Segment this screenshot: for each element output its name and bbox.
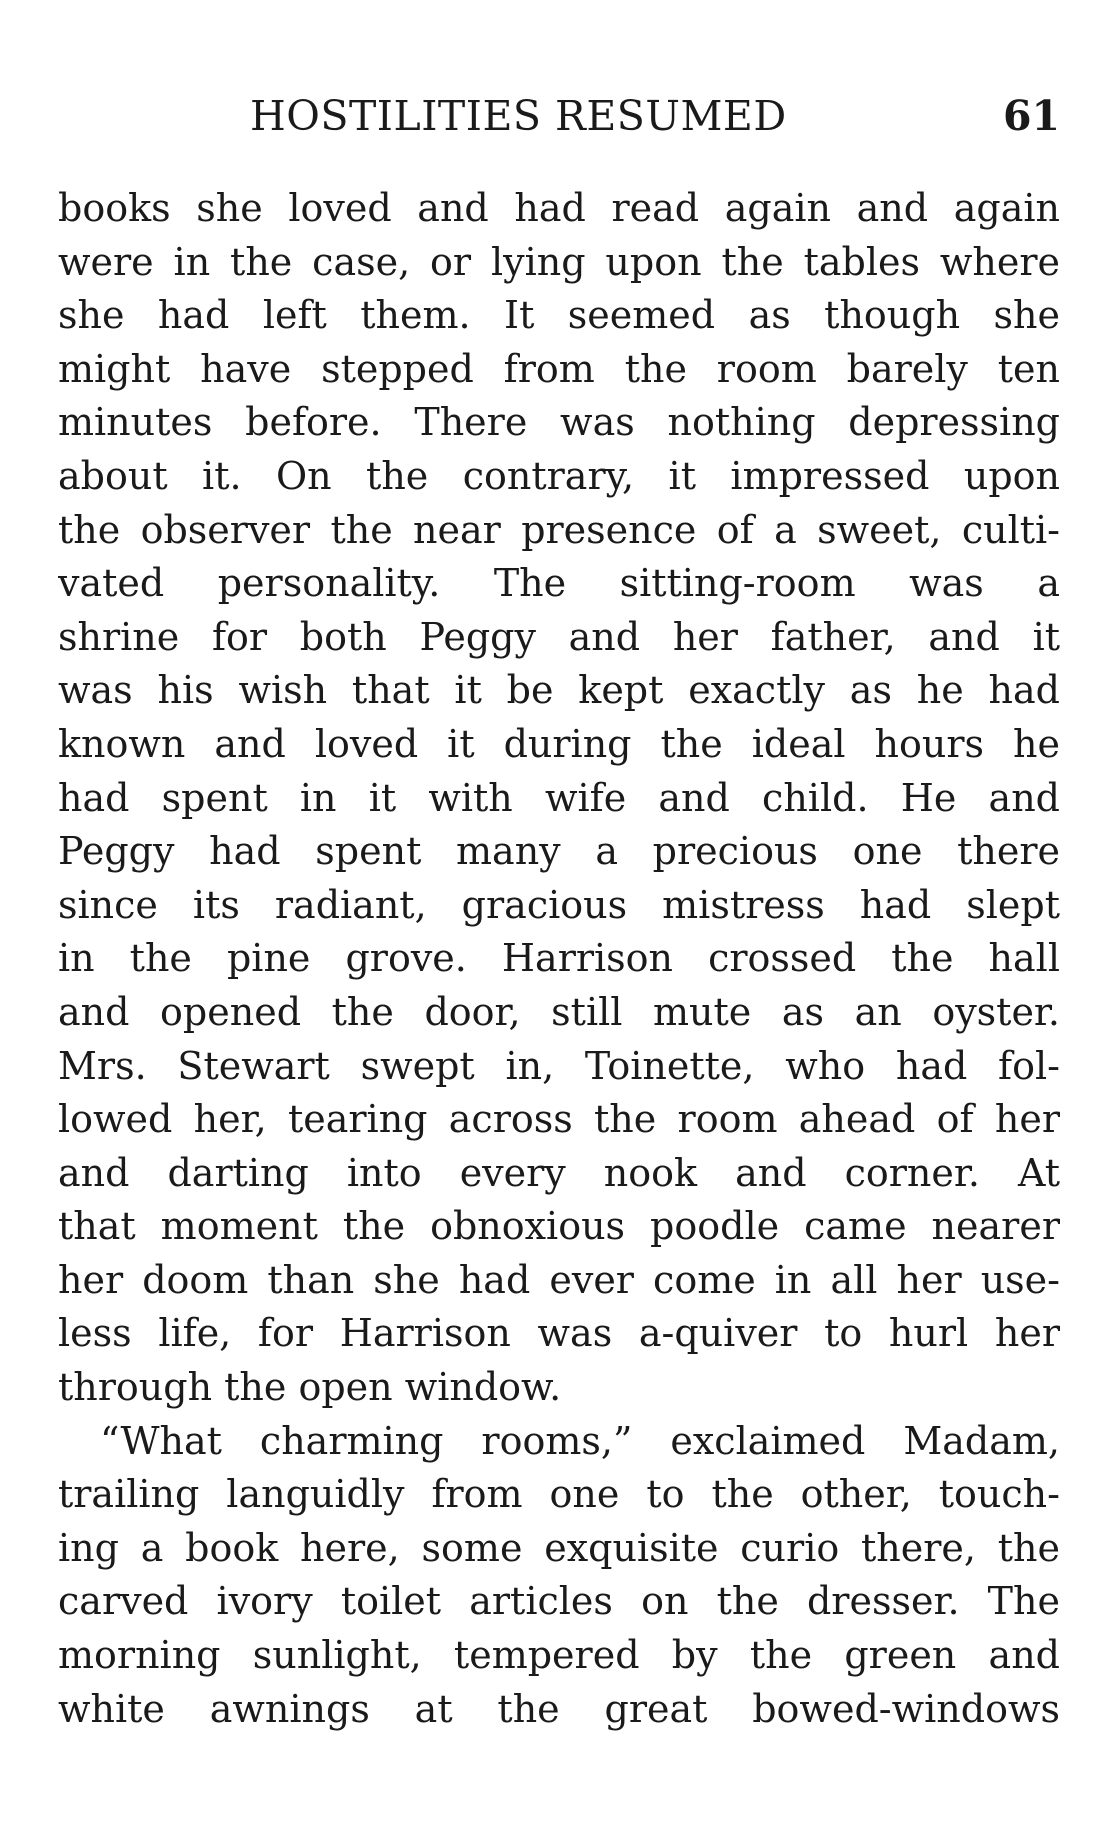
- text-line: lowed her, tearing across the room ahead of her: [58, 1097, 1060, 1142]
- text-line: Mrs. Stewart swept in, Toinette, who had fol-: [58, 1043, 1060, 1088]
- body-text: [58, 182, 1060, 1736]
- text-line: and opened the door, still mute as an oyster.: [58, 989, 1060, 1034]
- running-title: HOSTILITIES RESUMED: [250, 92, 787, 140]
- page-number: 61: [1002, 92, 1060, 140]
- text-line: she had left them. It seemed as though she: [58, 293, 1060, 338]
- text-line: minutes before. There was nothing depressing: [58, 400, 1060, 445]
- text-line: since its radiant, gracious mistress had slept: [58, 882, 1060, 927]
- text-line: Peggy had spent many a precious one there: [58, 829, 1060, 874]
- text-line: had spent in it with wife and child. He and: [58, 775, 1060, 820]
- text-line: carved ivory toilet articles on the dresser. The: [58, 1579, 1060, 1624]
- text-line: might have stepped from the room barely ten: [58, 346, 1060, 391]
- text-line: white awnings at the great bowed-windows: [58, 1686, 1060, 1731]
- text-line: was his wish that it be kept exactly as he had: [58, 668, 1060, 713]
- text-line: that moment the obnoxious poodle came nearer: [58, 1204, 1060, 1249]
- text-line-paragraph-end: through the open window.: [58, 1365, 562, 1410]
- text-line: ing a book here, some exquisite curio there, the: [58, 1525, 1060, 1570]
- text-line: known and loved it during the ideal hours he: [58, 721, 1060, 766]
- text-line: vated personality. The sitting-room was a: [58, 561, 1060, 606]
- text-line: were in the case, or lying upon the tables where: [58, 239, 1060, 284]
- text-line: the observer the near presence of a sweet, culti-: [58, 507, 1060, 552]
- text-line: her doom than she had ever come in all her use-: [58, 1257, 1060, 1302]
- text-line-paragraph-start: “What charming rooms,” exclaimed Madam,: [100, 1418, 1060, 1463]
- text-line: about it. On the contrary, it impressed upon: [58, 453, 1060, 498]
- text-line: and darting into every nook and corner. At: [58, 1150, 1060, 1195]
- text-line: morning sunlight, tempered by the green and: [58, 1633, 1060, 1678]
- text-line: less life, for Harrison was a-quiver to hurl her: [58, 1311, 1060, 1356]
- text-line: shrine for both Peggy and her father, and it: [58, 614, 1060, 659]
- text-line: in the pine grove. Harrison crossed the hall: [58, 936, 1060, 981]
- text-line: books she loved and had read again and again: [58, 186, 1060, 230]
- text-line: trailing languidly from one to the other, touch-: [58, 1472, 1060, 1517]
- running-head: [60, 92, 1060, 142]
